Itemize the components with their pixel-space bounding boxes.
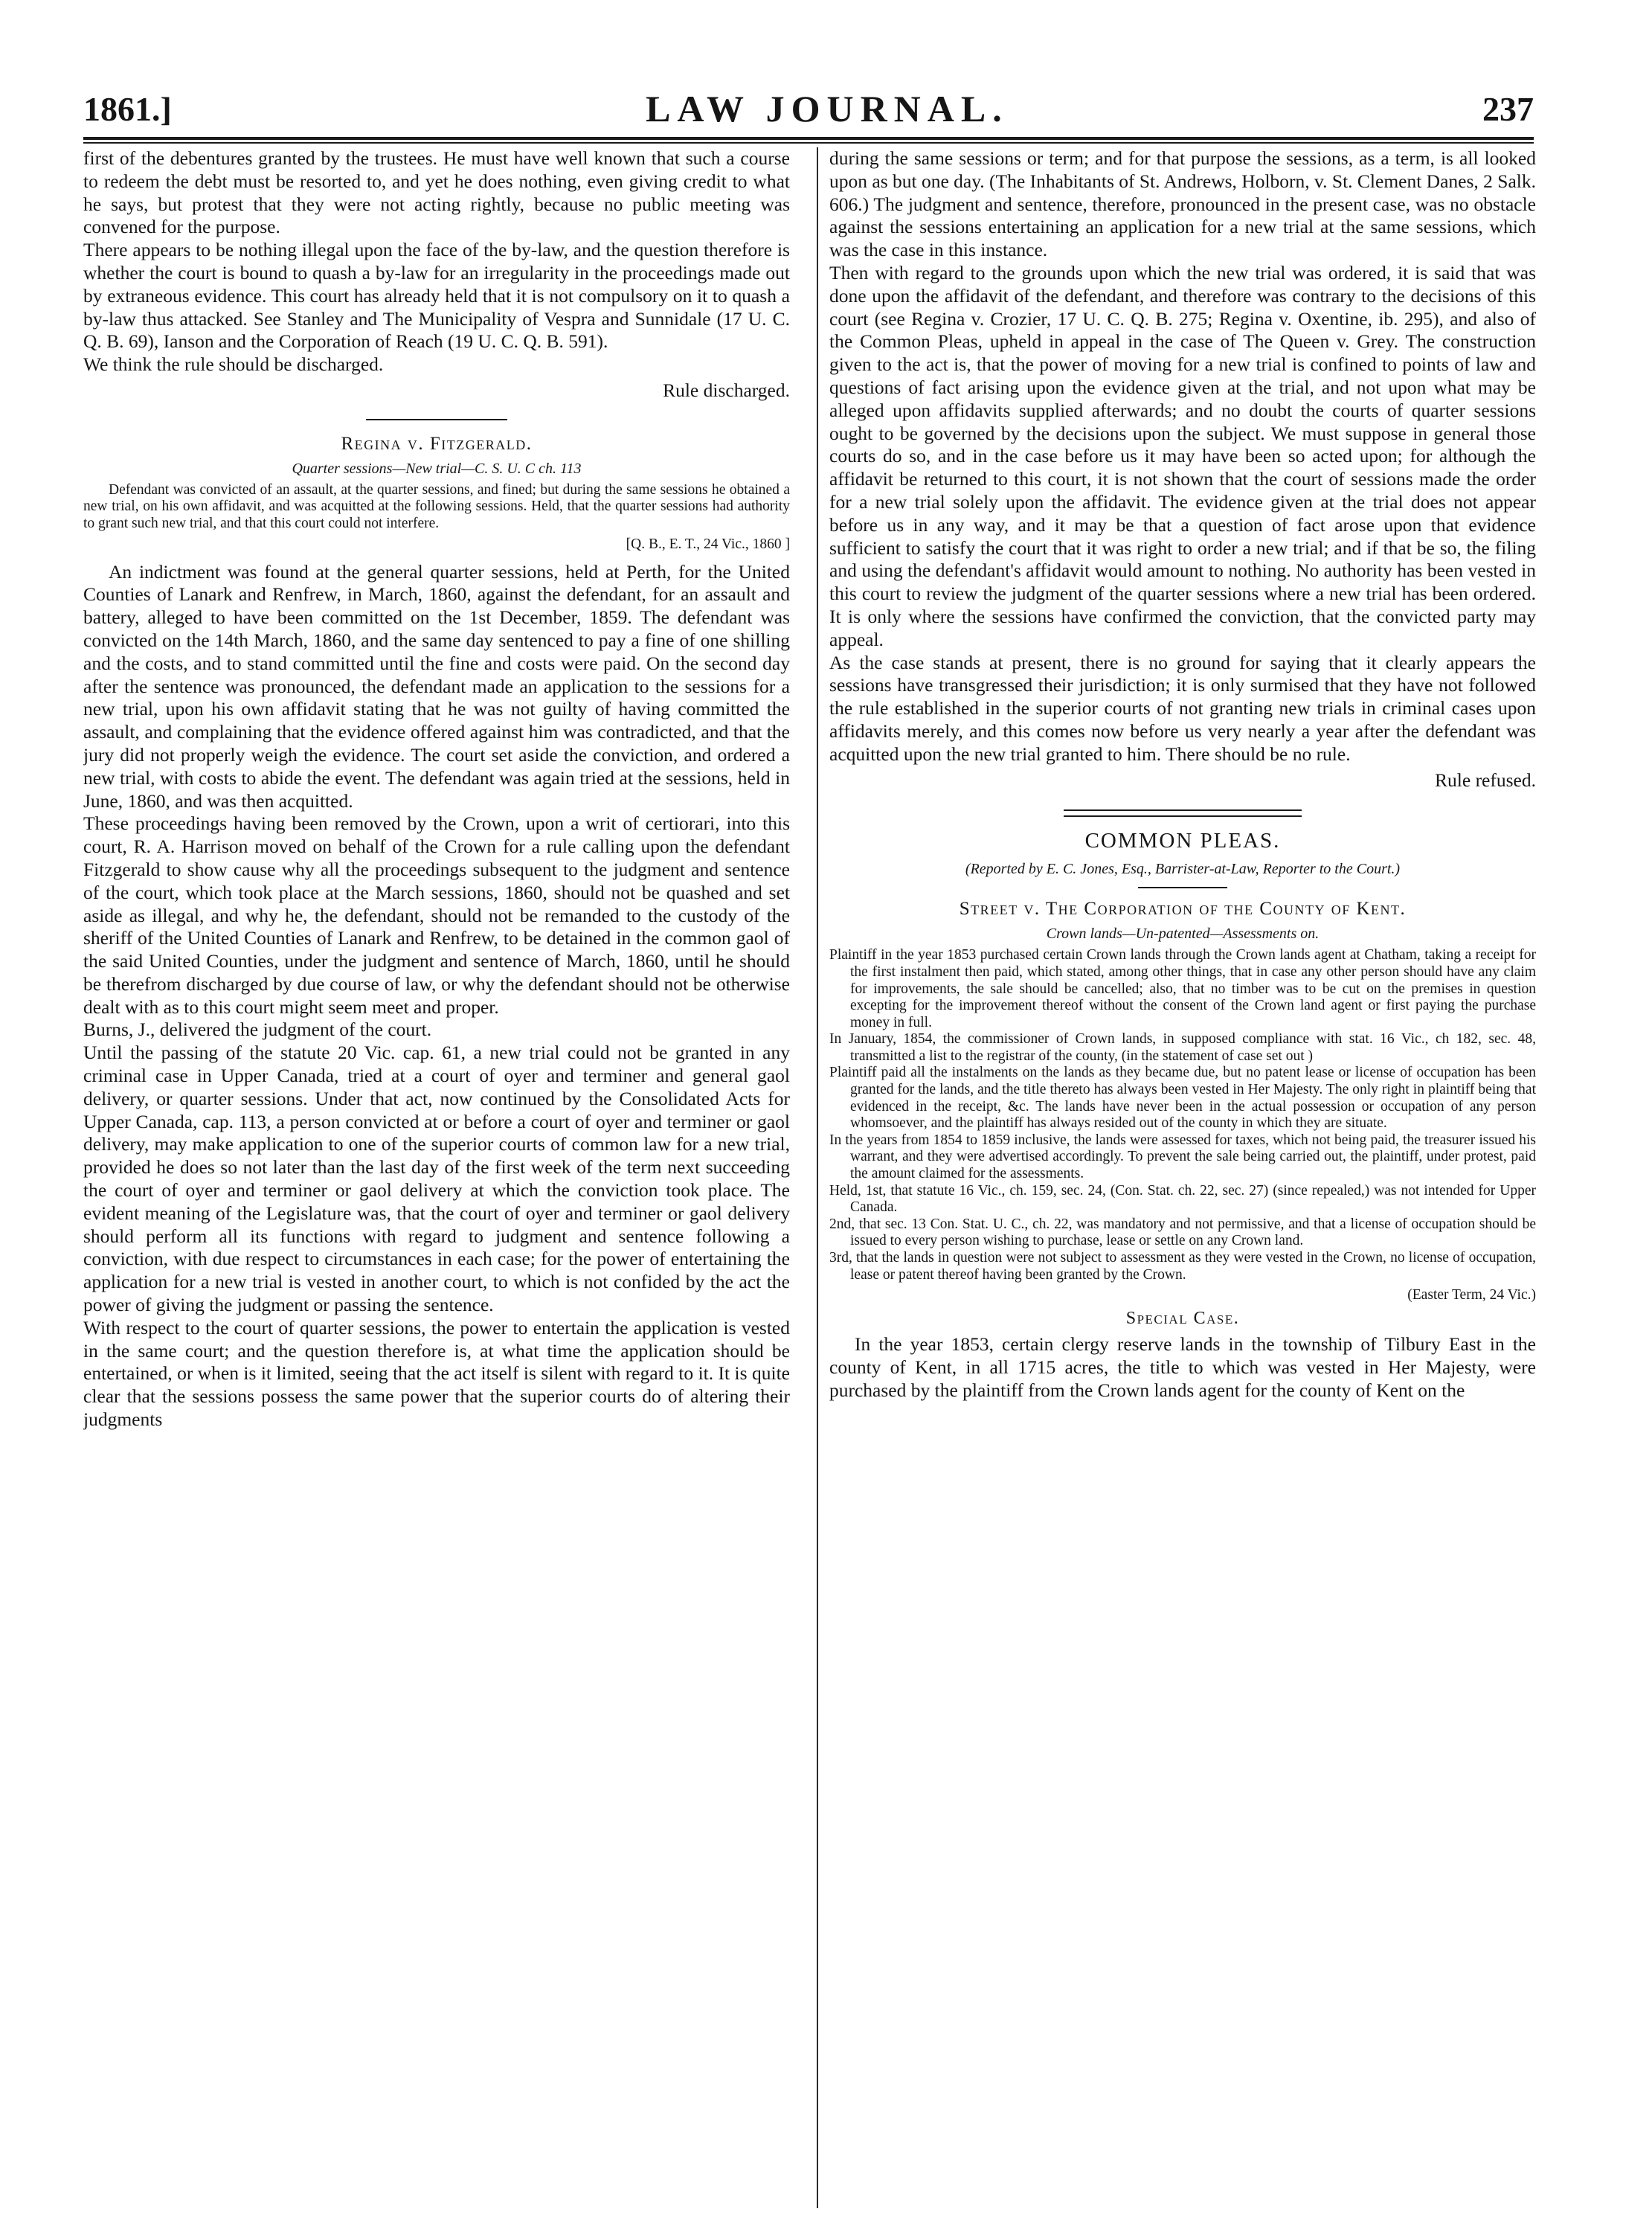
headnote: Plaintiff paid all the instalments on the lands as they became due, but no patent lease or license of occupation has been granted for the lands, and the title thereto has always been vested in Her Majesty. The only right in plaintiff being that evidenced in the receipt, &c. The lands have never been in the actual possession or occupation of any person whomsoever, and the plaintiff has always resided out of the county in which they are situate. [829, 1065, 1536, 1132]
paragraph: Then with regard to the grounds upon which the new trial was ordered, it is said that was done upon the affidavit of the defendant, and therefore was contrary to the decisions of this court (see Regina v. Crozier, 17 U. C. Q. B. 275; Regina v. Oxentine, ib. 295), and also of the Common Pleas, upheld in appeal in the case of The Queen v. Grey. The construction given to the act is, that the power of moving for a new trial is confined to points of law and questions of fact arising upon the evidence given at the trial, and not upon what may be alleged upon affidavits supplied afterwards; and no doubt the courts of quarter sessions ought to be governed by the decisions upon the subject. We must suppose in general those courts do so, and in the case before us it may have been so acted upon; for although the affidavit be returned to this court, it is not shown that the court of sessions made the order for a new trial solely upon the affidavit. The evidence given at the trial does not appear before us in any way, and it may be that a question of fact arose upon that evidence sufficient to satisfy the court that it was right to order a new trial; and if that be so, the filing and using the defendant's affidavit would amount to nothing. No authority has been vested in this court to review the judgment of the quarter sessions where a new trial has been ordered. It is only where the sessions have confirmed the conviction, that the convicted party may appeal. [829, 261, 1536, 650]
headnote: 2nd, that sec. 13 Con. Stat. U. C., ch. 22, was mandatory and not permissive, and that a license of occupation should be issued to every person wishing to purchase, lease or settle on any Crown land. [829, 1216, 1536, 1249]
paragraph: An indictment was found at the general quarter sessions, held at Perth, for the United Counties of Lanark and Renfrew, in March, 1860, against the defendant, for an assault and battery, alleged to have been committed on the 1st December, 1859. The defendant was convicted on the 14th March, 1860, and the same day sentenced to pay a fine of one shilling and the costs, and to stand committed until the fine and costs were paid. On the second day after the sentence was pronounced, the defendant made an application to the sessions for a new trial, upon his own affidavit stating that he was not guilty of having committed the assault, and complaining that the evidence offered against him was contradicted, and that the jury did not properly weigh the evidence. The court set aside the conviction, and ordered a new trial, with costs to abide the event. The defendant was again tried at the sessions, held in June, 1860, and was then acquitted. [83, 560, 790, 812]
page-header [83, 86, 1534, 132]
headnote: Plaintiff in the year 1853 purchased certain Crown lands through the Crown lands agent at Chatham, taking a receipt for the first instalment then paid, which stated, among other things, that in case any other person should have any claim for improvements, the sale should be cancelled; also, that no timber was to be cut on the premises in question excepting for the improvement thereof without the consent of the Crown land agent or first paying the purchase money in full. [829, 947, 1536, 1030]
headnote: 3rd, that the lands in question were not subject to assessment as they were vested in the Crown, no license of occupation, lease or patent thereof having been granted by the Crown. [829, 1250, 1536, 1283]
headnote: In the years from 1854 to 1859 inclusive, the lands were assessed for taxes, which not being paid, the treasurer issued his warrant, and they were advertised accordingly. To prevent the sale being carried out, the plaintiff, under protest, paid the amount claimed for the assessments. [829, 1132, 1536, 1182]
term-citation: (Easter Term, 24 Vic.) [1407, 1287, 1536, 1303]
paragraph: Until the passing of the statute 20 Vic. cap. 61, a new trial could not be granted in any criminal case in Upper Canada, tried at a court of oyer and terminer and general gaol delivery, or quarter sessions. Under that act, now continued by the Consolidated Acts for Upper Canada, cap. 113, a person convicted at or before a court of oyer and terminer or gaol delivery, may make application to one of the superior courts of common law for a new trial, provided he does so not later than the last day of the first week of the term next succeeding the court of oyer and terminer or gaol delivery at which the conviction took place. The evident meaning of the Legislature was, that the court of oyer and terminer or gaol delivery should perform all its functions with regard to judgment and sentence following a conviction, with due respect to circumstances in each case; for the power of entertaining the application for a new trial is vested in another court, to which is not confided by the act the power of giving the judgment or passing the sentence. [83, 1042, 790, 1316]
paragraph: With respect to the court of quarter sessions, the power to entertain the application is vested in the same court; and the question therefore is, at what time the application should be entertained, or when is it limited, seeing that the act itself is silent with regard to it. It is quite clear that the sessions possess the same power that the superior courts do of altering their judgments [83, 1316, 790, 1431]
paragraph: There appears to be nothing illegal upon the face of the by-law, and the question therefore is whether the court is bound to quash a by-law for an irregularity in the proceedings made out by extraneous evidence. This court has already held that it is not compulsory on it to quash a by-law thus attacked. See Stanley and The Municipality of Vespra and Sunnidale (17 U. C. Q. B. 69), Ianson and the Corporation of Reach (19 U. C. Q. B. 591). [83, 239, 790, 353]
paragraph: As the case stands at present, there is no ground for saying that it clearly appears the sessions have transgressed their jurisdiction; it is only surmised that they have not followed the rule established in the superior courts of not granting new trials in criminal cases upon affidavits merely, and this comes now before us very nearly a year after the defendant was acquitted upon the new trial granted to him. There should be no rule. [829, 651, 1536, 765]
headnote: In January, 1854, the commissioner of Crown lands, in supposed compliance with stat. 16 Vic., ch 182, sec. 48, transmitted a list to the registrar of the county, (in the statement of case set out ) [829, 1031, 1536, 1064]
paragraph: These proceedings having been removed by the Crown, upon a writ of certiorari, into this court, R. A. Harrison moved on behalf of the Crown for a rule calling upon the defendant Fitzgerald to show cause why all the proceedings subsequent to the judgment and sentence of the court, which took place at the March sessions, 1860, should not be quashed and set aside as illegal, and why he, the defendant, should not be remanded to the custody of the sheriff of the United Counties of Lanark and Renfrew, to be detained in the common gaol of the said United Counties, under the judgment and sentence of March, 1860, until he should be therefrom discharged by due course of law, or why the defendant should not be otherwise dealt with as to this court might seem meet and proper. [83, 812, 790, 1018]
case-title: Regina v. Fitzgerald. [341, 433, 533, 454]
headnote: Defendant was convicted of an assault, at the quarter sessions, and fined; but during the same sessions he obtained a new trial, on his own affidavit, and was acquitted at the following sessions. Held, that the quarter sessions had authority to grant such new trial, and that this court could not interfere. [83, 481, 790, 531]
headnote: Held, 1st, that statute 16 Vic., ch. 159, sec. 24, (Con. Stat. ch. 22, sec. 27) (since repealed,) was not intended for Upper Canada. [829, 1182, 1536, 1216]
header-year: 1861.] [83, 89, 172, 128]
header-title: LAW JOURNAL. [646, 88, 1009, 129]
section-separator [1064, 809, 1302, 817]
rule-discharged: Rule discharged. [663, 379, 790, 401]
case-title: Street v. The Corporation of the County of Kent. [959, 899, 1407, 920]
header-page-number: 237 [1482, 89, 1534, 128]
case-separator [366, 419, 507, 420]
special-case-heading: Special Case. [1125, 1309, 1240, 1329]
case-subtitle: Crown lands—Un-patented—Assessments on. [1046, 926, 1320, 943]
case-subtitle: Quarter sessions—New trial—C. S. U. C ch. 113 [292, 460, 582, 477]
reporter-separator [1138, 887, 1227, 888]
case-citation: [Q. B., E. T., 24 Vic., 1860 ] [626, 536, 790, 552]
left-column [83, 147, 790, 2208]
column-divider [817, 147, 818, 2208]
section-heading: COMMON PLEAS. [1084, 829, 1281, 853]
paragraph: during the same sessions or term; and for that purpose the sessions, as a term, is all looked upon as but one day. (The Inhabitants of St. Andrews, Holborn, v. St. Clement Danes, 2 Salk. 606.) The judgment and sentence, therefore, pronounced in the present case, was no obstacle against the sessions entertaining an application for a new trial at the same sessions, which was the case in this instance. [829, 147, 1536, 261]
paragraph: first of the debentures granted by the trustees. He must have well known that such a course to redeem the debt must be resorted to, and yet he does nothing, even giving credit to what he says, but protest that they were not acting rightly, because no public meeting was convened for the purpose. [83, 147, 790, 238]
paragraph: In the year 1853, certain clergy reserve lands in the township of Tilbury East in the county of Kent, in all 1715 acres, the title to which was vested in Her Majesty, were purchased by the plaintiff from the Crown lands agent for the county of Kent on the [829, 1333, 1536, 1401]
paragraph: We think the rule should be discharged. [83, 353, 384, 376]
reporter-note: (Reported by E. C. Jones, Esq., Barrister-at-Law, Reporter to the Court.) [965, 861, 1401, 878]
header-rule [83, 137, 1534, 140]
paragraph: Burns, J., delivered the judgment of the court. [83, 1019, 432, 1041]
right-column [829, 147, 1536, 2208]
rule-refused: Rule refused. [1435, 769, 1536, 791]
